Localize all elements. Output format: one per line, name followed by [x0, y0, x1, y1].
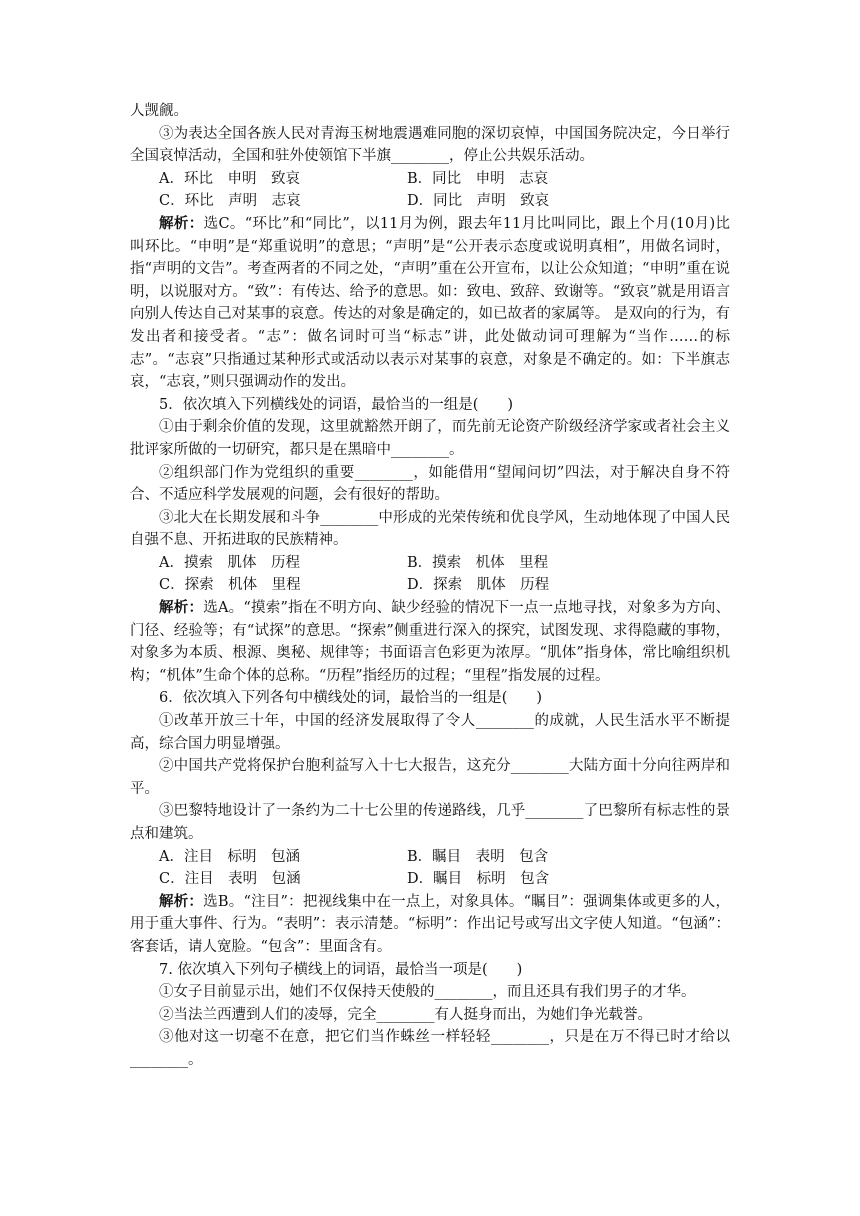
text-paragraph: ②当法兰西遭到人们的凌辱，完全________有人挺身而出，为她们争光载誉。 — [159, 1006, 652, 1023]
answer-option: B．瞩目 表明 包含 — [407, 848, 549, 865]
text-paragraph: ②中国共产党将保护台胞利益写入十七大报告，这充分________大陆方面十分向往两岸和平。 — [130, 758, 730, 797]
answer-options-row — [130, 574, 730, 597]
document-body — [130, 100, 730, 1072]
analysis-label: 解析： — [159, 214, 204, 232]
text-paragraph: ①女子目前显示出，她们不仅保持天使般的________，而且还具有我们男子的才华。 — [159, 984, 696, 1001]
answer-option: D．同比 声明 致哀 — [407, 193, 550, 210]
text-paragraph: 6．依次填入下列各句中横线处的词，最恰当的一组是( ) — [159, 690, 543, 707]
answer-option: D．瞩目 标明 包含 — [407, 871, 550, 888]
answer-option: A．环比 申明 致哀 — [159, 170, 300, 187]
answer-option: B．摸索 机体 里程 — [407, 554, 549, 571]
answer-option: D．探索 肌体 历程 — [407, 577, 550, 594]
text-paragraph: ③为表达全国各族人民对青海玉树地震遇难同胞的深切哀悼，中国国务院决定，今日举行全国哀悼活动，全国和驻外使领馆下半旗________，停止公共娱乐活动。 — [130, 125, 730, 165]
text-paragraph: ①由于剩余价值的发现，这里就豁然开朗了，而先前无论资产阶级经济学家或者社会主义批评家所做的一切研究，都只是在黑暗中________。 — [130, 419, 730, 458]
text-paragraph: ③巴黎特地设计了一条约为二十七公里的传递路线，几乎________了巴黎所有标志性的景点和建筑。 — [130, 803, 730, 842]
answer-options-row — [130, 868, 730, 891]
answer-options-row — [130, 190, 730, 213]
answer-option: C．环比 声明 志哀 — [159, 193, 301, 210]
text-paragraph: 7. 依次填入下列句子横线上的词语，最恰当一项是( ) — [159, 961, 523, 978]
text-paragraph: ③他对这一切毫不在意，把它们当作蛛丝一样轻轻________，只是在万不得已时才给以________。 — [130, 1029, 730, 1068]
answer-option: A．摸索 肌体 历程 — [159, 554, 300, 571]
analysis-text: 选B。“注目”：把视线集中在一点上，对象具体。“瞩目”：强调集体或更多的人，用于重大事件、行为。“表明”：表示清楚。“标明”：作出记号或写出文字使人知道。“包涵”：客套话，请人宽脸。“包含”：里面含有。 — [130, 893, 730, 955]
text-paragraph: ①改革开放三十年，中国的经济发展取得了令人________的成就，人民生活水平不断提高，综合国力明显增强。 — [130, 713, 730, 752]
text-paragraph: 人觊觎。 — [130, 103, 188, 119]
analysis-label: 解析： — [159, 599, 204, 617]
answer-options-row — [130, 552, 730, 575]
analysis-paragraph — [130, 213, 730, 394]
answer-options-row — [130, 168, 730, 191]
answer-option: B．同比 申明 志哀 — [407, 170, 549, 187]
analysis-paragraph — [130, 891, 730, 959]
answer-option: C．探索 机体 里程 — [159, 577, 301, 594]
text-paragraph: ②组织部门作为党组织的重要________，如能借用“望闻问切”四法，对于解决自身不符合、不适应科学发展观的问题，会有很好的帮助。 — [130, 464, 730, 504]
analysis-label: 解析： — [159, 892, 204, 910]
answer-option: C．注目 表明 包涵 — [159, 871, 301, 888]
text-paragraph: ③北大在长期发展和斗争________中形成的光荣传统和优良学风，生动地体现了中国人民自强不息、开拓进取的民族精神。 — [130, 509, 730, 549]
analysis-text: 选C。“环比”和“同比”，以11月为例，跟去年11月比叫同比，跟上个月(10月)比叫环比。“申明”是“郑重说明”的意思；“声明”是“公开表示态度或说明真相”，用做名词时，指“声明的文告”。考查两者的不同之处，“声明”重在公开宣布，以让公众知道；“申明”重在说明，以说服对方。“致”：有传达、给予的意思。如：致电、致辞、致谢等。“致哀”就是用语言向别人传达自己对某事的哀意。传达的对象是确定的，如已故者的家属等。 是双向的行为，有发出者和接受者。“志”：做名词时可当“标志”讲，此处做动词可理解为“当作……的标志”。“志哀”只指通过某种形式或活动以表示对某事的哀意，对象是不确定的。如：下半旗志哀，“志哀，”则只强调动作的发出。 — [130, 215, 730, 391]
answer-options-row — [130, 846, 730, 869]
analysis-paragraph — [130, 597, 730, 687]
analysis-text: 选A。“摸索”指在不明方向、缺少经验的情况下一点一点地寻找，对象多为方向、门径、经验等；有“试探”的意思。“探索”侧重进行深入的探究，试图发现、求得隐藏的事物，对象多为本质、根源、奥秘、规律等；书面语言色彩更为浓厚。“肌体”指身体，常比喻组织机构；“机体”生命个体的总称。“历程”指经历的过程；“里程”指发展的过程。 — [130, 600, 731, 684]
text-paragraph: 5．依次填入下列横线处的词语，最恰当的一组是( ) — [159, 396, 514, 413]
answer-option: A．注目 标明 包涵 — [159, 848, 300, 865]
